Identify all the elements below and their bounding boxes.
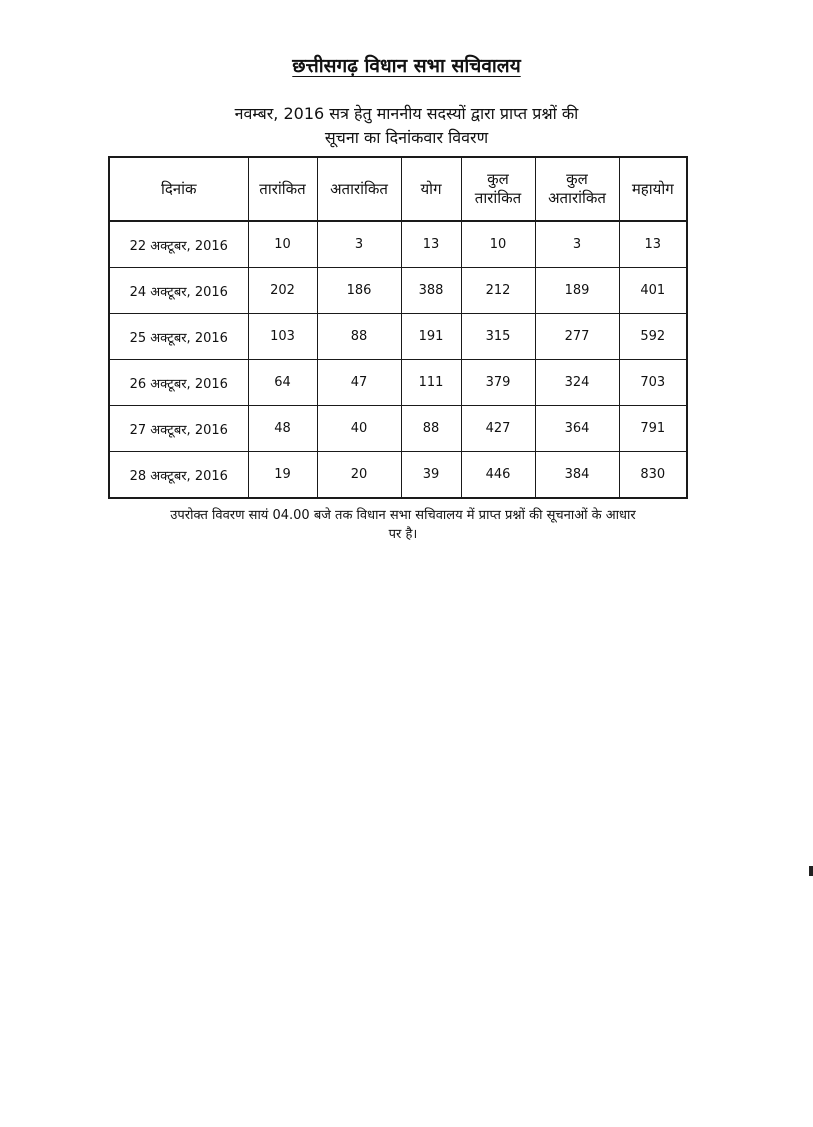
table-cell-grand-total: 13 <box>619 221 687 268</box>
table-cell-grand-total: 592 <box>619 314 687 360</box>
table-cell-total: 88 <box>401 406 461 452</box>
table-cell-cumulative-unstarred: 189 <box>535 268 619 314</box>
header-row <box>109 157 687 221</box>
page-title <box>0 52 813 78</box>
table-cell-grand-total: 791 <box>619 406 687 452</box>
table-cell-date: 25 अक्टूबर, 2016 <box>109 314 248 360</box>
table-cell-cumulative-unstarred: 324 <box>535 360 619 406</box>
table-cell-grand-total: 401 <box>619 268 687 314</box>
table-cell-cumulative-starred: 446 <box>461 452 535 499</box>
header-label: योग <box>420 179 442 198</box>
table-cell-unstarred: 3 <box>317 221 401 268</box>
header-col-cumulative-starred <box>461 157 535 221</box>
table-cell-grand-total: 830 <box>619 452 687 499</box>
table-cell-cumulative-starred: 10 <box>461 221 535 268</box>
header-label: अतारांकित <box>330 179 388 198</box>
table-cell-total: 191 <box>401 314 461 360</box>
header-label: तारांकित <box>259 179 306 198</box>
footnote-line-2: पर है। <box>388 527 418 542</box>
table-cell-total: 39 <box>401 452 461 499</box>
footnote-line-1: उपरोक्त विवरण सायं 04.00 बजे तक विधान सभा सचिवालय में प्राप्त प्रश्नों की सूचनाओं के आधार <box>170 508 636 523</box>
table-cell-cumulative-unstarred: 277 <box>535 314 619 360</box>
table-cell-cumulative-unstarred: 384 <box>535 452 619 499</box>
table-cell-cumulative-starred: 379 <box>461 360 535 406</box>
header-col-cumulative-unstarred <box>535 157 619 221</box>
header-label-line2: तारांकित <box>474 189 522 207</box>
table-cell-unstarred: 186 <box>317 268 401 314</box>
table-cell-unstarred: 20 <box>317 452 401 499</box>
table-row <box>109 360 687 406</box>
table-row <box>109 452 687 499</box>
table-cell-date: 22 अक्टूबर, 2016 <box>109 221 248 268</box>
table-cell-starred: 64 <box>248 360 317 406</box>
table-cell-unstarred: 88 <box>317 314 401 360</box>
table-cell-date: 26 अक्टूबर, 2016 <box>109 360 248 406</box>
table-row <box>109 314 687 360</box>
table-cell-cumulative-starred: 315 <box>461 314 535 360</box>
table-cell-cumulative-unstarred: 3 <box>535 221 619 268</box>
questions-table <box>108 156 688 499</box>
table-cell-cumulative-starred: 427 <box>461 406 535 452</box>
table-cell-cumulative-starred: 212 <box>461 268 535 314</box>
table-row <box>109 268 687 314</box>
header-col-date <box>109 157 248 221</box>
subtitle-line-1: नवम्बर, 2016 सत्र हेतु माननीय सदस्यों द्वारा प्राप्त प्रश्नों की <box>234 104 579 123</box>
header-col-grand-total <box>619 157 687 221</box>
footnote <box>104 506 702 544</box>
header-label: कुल <box>566 170 588 188</box>
table-cell-total: 111 <box>401 360 461 406</box>
table-row <box>109 221 687 268</box>
table-cell-unstarred: 40 <box>317 406 401 452</box>
table-cell-starred: 103 <box>248 314 317 360</box>
page-title-text: छत्तीसगढ़ विधान सभा सचिवालय <box>292 55 521 77</box>
header-col-unstarred <box>317 157 401 221</box>
header-label: महायोग <box>631 179 674 198</box>
header-col-total <box>401 157 461 221</box>
header-label: दिनांक <box>160 179 197 198</box>
table-cell-unstarred: 47 <box>317 360 401 406</box>
table-cell-total: 388 <box>401 268 461 314</box>
table-cell-total: 13 <box>401 221 461 268</box>
table-row <box>109 406 687 452</box>
table-cell-date: 24 अक्टूबर, 2016 <box>109 268 248 314</box>
table-cell-cumulative-unstarred: 364 <box>535 406 619 452</box>
scan-edge-mark <box>809 866 813 876</box>
header-label-line2: अतारांकित <box>548 189 606 207</box>
table-body <box>109 221 687 498</box>
table-cell-starred: 19 <box>248 452 317 499</box>
table-cell-starred: 202 <box>248 268 317 314</box>
header-label: कुल <box>487 170 509 188</box>
table-cell-starred: 48 <box>248 406 317 452</box>
table-header <box>109 157 687 221</box>
table-cell-date: 27 अक्टूबर, 2016 <box>109 406 248 452</box>
table-cell-date: 28 अक्टूबर, 2016 <box>109 452 248 499</box>
header-col-starred <box>248 157 317 221</box>
table-cell-grand-total: 703 <box>619 360 687 406</box>
table-cell-starred: 10 <box>248 221 317 268</box>
subtitle-line-2: सूचना का दिनांकवार विवरण <box>324 128 489 147</box>
